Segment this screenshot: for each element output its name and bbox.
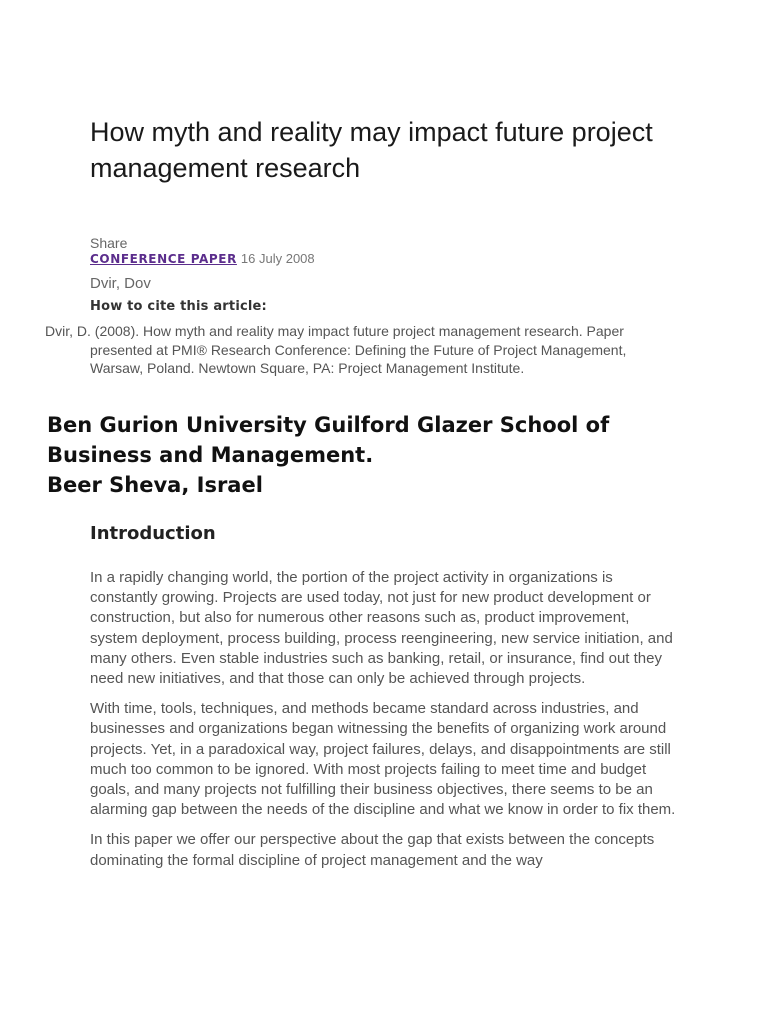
- cite-heading: How to cite this article:: [90, 299, 267, 314]
- author-affiliation: [47, 410, 707, 500]
- body-paragraph: In this paper we offer our perspective about the gap that exists between the concepts dominating the formal discipline of project management and the way: [90, 831, 655, 869]
- introduction-body: [90, 568, 680, 881]
- article-meta: [90, 250, 315, 268]
- affiliation-line: Ben Gurion University Guilford Glazer School of: [47, 413, 610, 437]
- affiliation-line: Business and Management.: [47, 443, 374, 467]
- author-name: Dvir, Dov: [90, 275, 151, 292]
- body-paragraph: In a rapidly changing world, the portion of the project activity in organizations is constantly growing. Projects are used today, not just for new product development or construction, but also for numerous other reasons such as, product improvement, system deployment, process building, process reengineering, new service initiation, and many others. Even stable industries such as banking, retail, or insurance, find out they need new initiatives, and that those can only be achieved through projects.: [90, 569, 673, 688]
- citation-text: Dvir, D. (2008). How myth and reality may impact future project management research. Paper presented at PMI® Research Conference: Defining the Future of Project Management, Warsaw, Poland. Newtown Square, PA: Project Management Institute.: [45, 323, 627, 376]
- article-title: How myth and reality may impact future project management research: [90, 117, 653, 183]
- section-heading-introduction: Introduction: [90, 523, 216, 544]
- content-type-link[interactable]: CONFERENCE PAPER: [90, 252, 237, 266]
- body-paragraph: With time, tools, techniques, and methods became standard across industries, and businesses and organizations began witnessing the benefits of organizing work around projects. Yet, in a paradoxical way, project failures, delays, and disappointments are still much too common to be ignored. With most projects failing to meet time and budget goals, and many projects not fulfilling their business objectives, there seems to be an alarming gap between the needs of the discipline and what we know in order to fix them.: [90, 700, 676, 819]
- affiliation-line: Beer Sheva, Israel: [47, 473, 263, 497]
- publication-date: 16 July 2008: [240, 251, 315, 266]
- share-link[interactable]: Share: [90, 235, 128, 251]
